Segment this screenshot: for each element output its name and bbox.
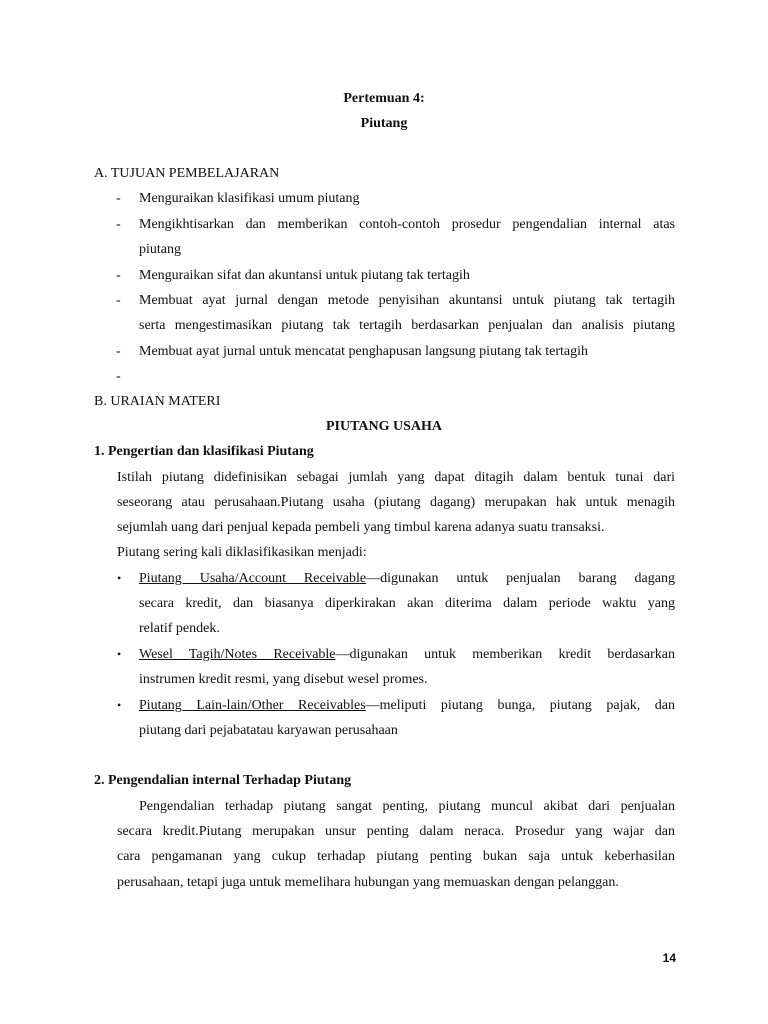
bullet-marker: • bbox=[117, 571, 122, 585]
dash-marker: - bbox=[116, 217, 121, 232]
paragraph-line: Pengendalian terhadap piutang sangat penting, piutang muncul akibat dari penjualan bbox=[139, 799, 675, 814]
bullet-marker: • bbox=[117, 698, 122, 712]
bullet-line: piutang dari pejabatatau karyawan perusahaan bbox=[139, 723, 398, 738]
paragraph-line: Istilah piutang didefinisikan sebagai jumlah yang dapat ditagih dalam bentuk tunai dari bbox=[117, 470, 675, 485]
bullet-line: secara kredit, dan biasanya diperkirakan akan diterima dalam periode waktu yang bbox=[139, 596, 675, 611]
paragraph-line: sejumlah uang dari penjual kepada pembeli yang timbul karena adanya suatu transaksi. bbox=[117, 520, 605, 535]
bullet-text: —meliputi piutang bunga, piutang pajak, dan bbox=[365, 698, 675, 713]
bullet-line: relatif pendek. bbox=[139, 621, 220, 636]
bullet-item bbox=[139, 693, 675, 719]
dash-marker-empty: - bbox=[116, 369, 121, 384]
bullet-item bbox=[139, 642, 675, 668]
dash-marker: - bbox=[116, 268, 121, 283]
paragraph-line: Piutang sering kali diklasifikasikan menjadi: bbox=[117, 545, 367, 560]
paragraph-line: perusahaan, tetapi juga untuk memelihara hubungan yang memuaskan dengan pelanggan. bbox=[117, 875, 619, 890]
bullet-term: Piutang Usaha/Account Receivable bbox=[139, 571, 367, 586]
dash-marker: - bbox=[116, 293, 121, 308]
objective-item-continued: serta mengestimasikan piutang tak tertagih berdasarkan penjualan dan analisis piutang bbox=[139, 318, 675, 333]
bullet-text: —digunakan untuk penjualan barang dagang bbox=[366, 571, 675, 586]
objective-item: Mengikhtisarkan dan memberikan contoh-contoh prosedur pengendalian internal atas bbox=[139, 217, 675, 232]
topic-title: Piutang bbox=[360, 116, 408, 131]
section-b-heading: B. URAIAN MATERI bbox=[94, 394, 221, 409]
point-2-heading: 2. Pengendalian internal Terhadap Piutang bbox=[94, 773, 352, 788]
section-a-heading: A. TUJUAN PEMBELAJARAN bbox=[94, 166, 280, 181]
meeting-title: Pertemuan 4: bbox=[343, 91, 425, 106]
objective-item: Menguraikan sifat dan akuntansi untuk piutang tak tertagih bbox=[139, 268, 470, 283]
bullet-text: —digunakan untuk memberikan kredit berdasarkan bbox=[335, 647, 675, 662]
section-b-title: PIUTANG USAHA bbox=[325, 419, 443, 434]
paragraph-line: seseorang atau perusahaan.Piutang usaha (piutang dagang) merupakan hak untuk menagih bbox=[117, 495, 675, 510]
objective-item: Membuat ayat jurnal untuk mencatat penghapusan langsung piutang tak tertagih bbox=[139, 344, 589, 359]
page-number: 14 bbox=[662, 951, 676, 965]
point-1-heading: 1. Pengertian dan klasifikasi Piutang bbox=[94, 444, 314, 459]
bullet-line: instrumen kredit resmi, yang disebut wesel promes. bbox=[139, 672, 428, 687]
objective-item-continued: piutang bbox=[139, 242, 181, 257]
paragraph-line: cara pengamanan yang cukup terhadap piutang penting bukan saja untuk keberhasilan bbox=[117, 849, 675, 864]
bullet-term: Piutang Lain-lain/Other Receivables bbox=[139, 698, 366, 713]
bullet-term: Wesel Tagih/Notes Receivable bbox=[139, 647, 336, 662]
paragraph-line: secara kredit.Piutang merupakan unsur penting dalam neraca. Prosedur yang wajar dan bbox=[117, 824, 675, 839]
bullet-marker: • bbox=[117, 647, 122, 661]
bullet-item bbox=[139, 566, 675, 592]
objective-item: Menguraikan klasifikasi umum piutang bbox=[139, 191, 360, 206]
objective-item: Membuat ayat jurnal dengan metode penyisihan akuntansi untuk piutang tak tertagih bbox=[139, 293, 675, 308]
dash-marker: - bbox=[116, 191, 121, 206]
dash-marker: - bbox=[116, 344, 121, 359]
